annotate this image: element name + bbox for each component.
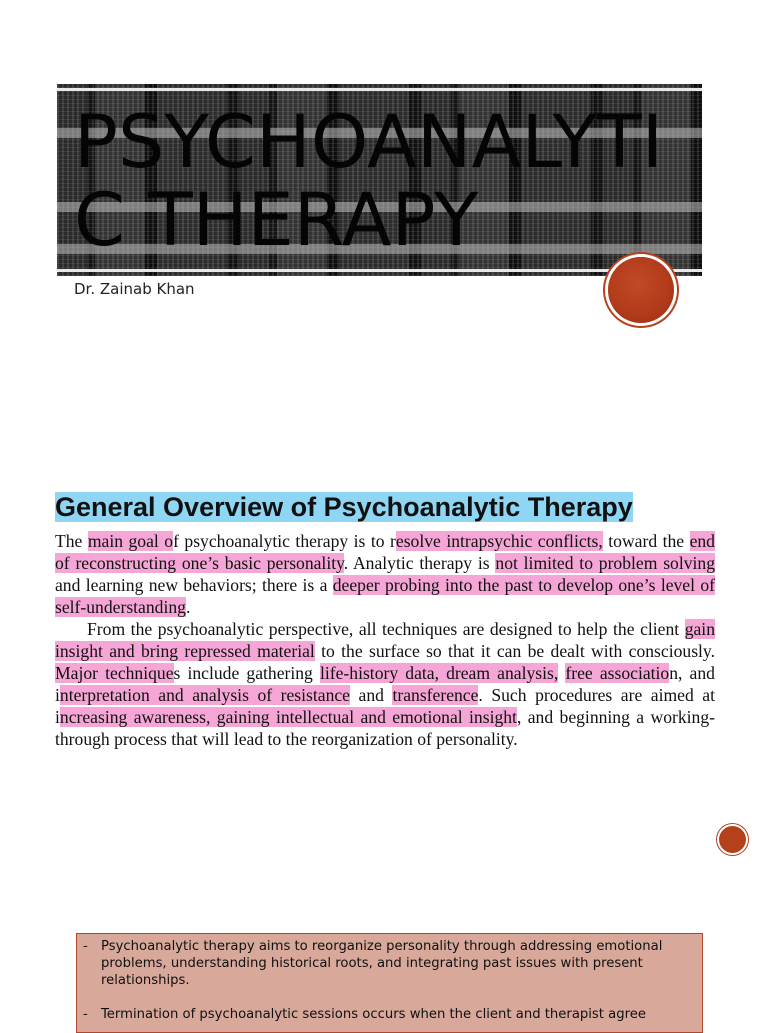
- summary-box: [76, 933, 703, 1033]
- highlighted-phrase: main goal o: [87, 531, 174, 551]
- paragraph-techniques: [55, 618, 715, 750]
- highlighted-phrase: transference: [392, 685, 479, 705]
- highlighted-phrase: end of reconstructing one’s basic personality: [55, 531, 715, 573]
- paragraph-goal: [55, 530, 715, 618]
- highlighted-phrase: gain insight and bring repressed material: [55, 619, 715, 661]
- section-heading: General Overview of Psychoanalytic Therapy: [55, 492, 633, 522]
- banner-rule: [57, 88, 702, 91]
- scanned-text-excerpt: [55, 490, 715, 750]
- text-run: f psychoanalytic therapy is to r: [173, 531, 396, 551]
- highlighted-phrase: esolve intrapsychic conflicts,: [395, 531, 603, 551]
- highlighted-phrase: free associatio: [565, 663, 670, 683]
- highlighted-phrase: life-history data, dream analysis,: [319, 663, 559, 683]
- author-name: Dr. Zainab Khan: [74, 280, 195, 298]
- slide-title: PSYCHOANALYTIC THERAPY: [74, 100, 664, 263]
- decorative-circle-small: [719, 826, 746, 853]
- highlighted-phrase: Major technique: [55, 663, 174, 683]
- text-run: The: [55, 531, 88, 551]
- text-run: and: [350, 685, 393, 705]
- text-run: toward the: [602, 531, 690, 551]
- text-run: From the psychoanalytic perspective, all techniques are designed to help the client: [87, 619, 685, 639]
- text-run: . Such procedures are aimed at i: [55, 685, 715, 727]
- text-run: , and beginning a working-through process that will lead to the reorganization of personality.: [55, 707, 715, 749]
- text-run: and learning new behaviors; there is a: [55, 575, 333, 595]
- text-run: .: [185, 597, 191, 617]
- bullet-item: - Psychoanalytic therapy aims to reorganize personality through addressing emotional problems, understanding historical roots, and integrating past issues with present relationships.: [101, 938, 692, 989]
- highlighted-phrase: ncreasing awareness, gaining intellectual and emotional insight: [59, 707, 517, 727]
- highlighted-phrase: deeper probing into the past to develop one’s level of self-understanding: [55, 575, 716, 617]
- banner-rule: [57, 269, 702, 272]
- bullet-item: - Termination of psychoanalytic sessions occurs when the client and therapist agree: [101, 1006, 692, 1023]
- decorative-circle: [608, 257, 674, 323]
- highlighted-phrase: not limited to problem solving: [495, 553, 715, 573]
- text-run: . Analytic therapy is: [343, 553, 496, 573]
- text-run: to the surface so that it can be dealt with consciously.: [314, 641, 715, 661]
- text-run: s include gathering: [173, 663, 320, 683]
- highlighted-phrase: nterpretation and analysis of resistance: [59, 685, 350, 705]
- text-run: n, and i: [55, 663, 715, 705]
